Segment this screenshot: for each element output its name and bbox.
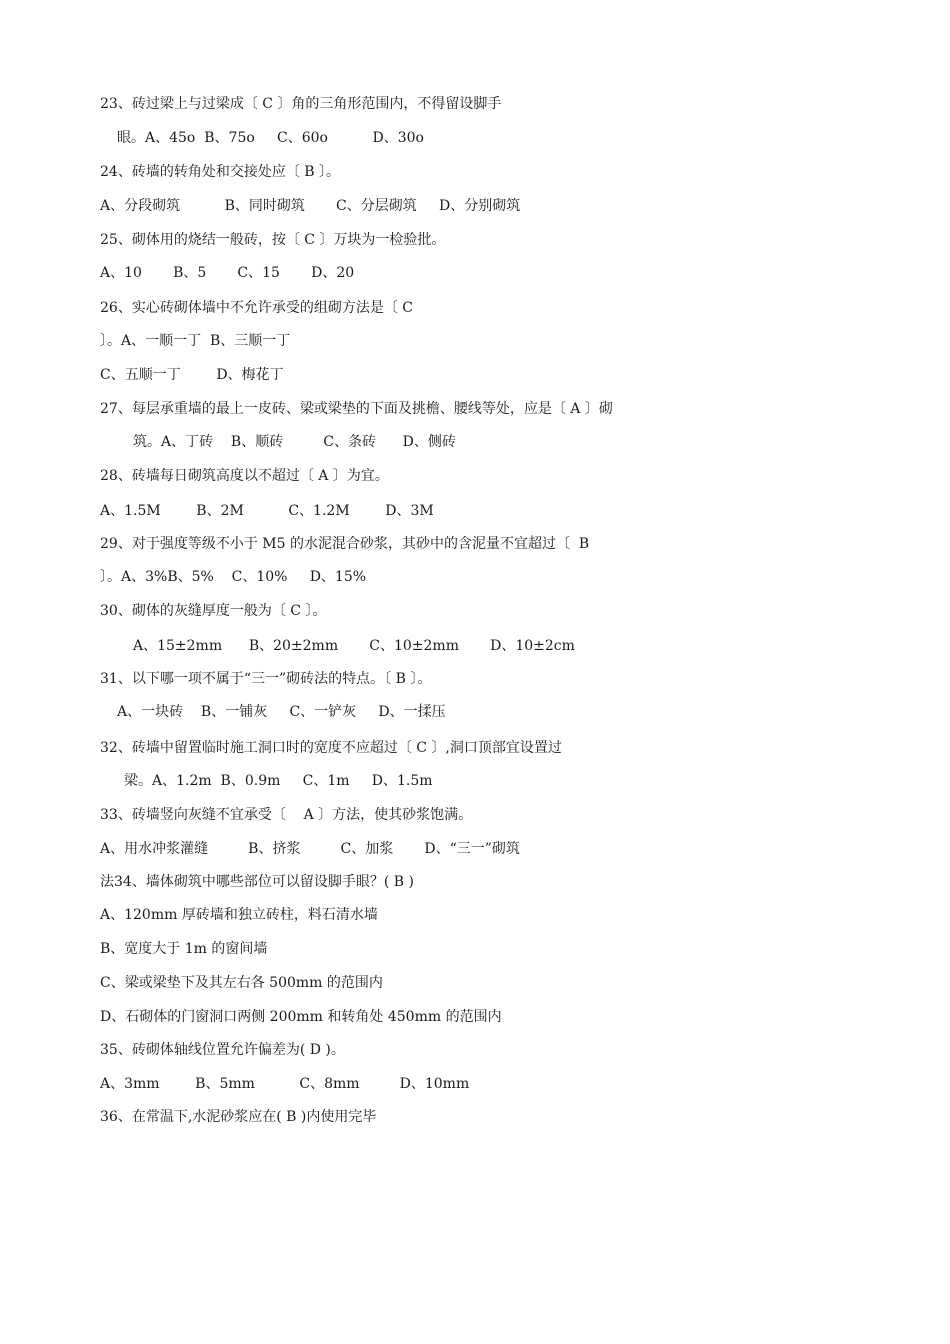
question-30: 30、砌体的灰缝厚度一般为〔 C 〕。: [100, 603, 327, 619]
question-31-options: A、一块砖 B、一铺灰 C、一铲灰 D、一揉压: [117, 704, 446, 720]
question-23-line-1: 23、砖过梁上与过梁成〔 C 〕角的三角形范围内，不得留设脚手: [100, 96, 502, 112]
question-26-line-1: 26、实心砖砌体墙中不允许承受的组砌方法是〔 C: [100, 300, 413, 316]
question-28-options: A、1.5M B、2M C、1.2M D、3M: [100, 503, 434, 519]
question-26-options-2: C、五顺一丁 D、梅花丁: [100, 367, 284, 383]
question-23-options: 眼。A、45o B、75o C、60o D、30o: [117, 130, 424, 146]
question-29-line-1: 29、对于强度等级不小于 M5 的水泥混合砂浆，其砂中的含泥量不宜超过〔 B: [100, 536, 590, 552]
question-34-option-d: D、石砌体的门窗洞口两侧 200mm 和转角处 450mm 的范围内: [100, 1009, 502, 1025]
question-34: 法34、墙体砌筑中哪些部位可以留设脚手眼？( B ): [100, 874, 414, 890]
question-27-line-1: 27、每层承重墙的最上一皮砖、梁或梁垫的下面及挑檐、腰线等处，应是〔 A 〕砌: [100, 401, 613, 417]
question-31: 31、以下哪一项不属于“三一”砌砖法的特点。〔 B 〕。: [100, 671, 432, 687]
question-36: 36、在常温下,水泥砂浆应在( B )内使用完毕: [100, 1109, 377, 1125]
question-25-options: A、10 B、5 C、15 D、20: [100, 265, 355, 281]
question-33: 33、砖墙竖向灰缝不宜承受〔 A 〕方法，使其砂浆饱满。: [100, 807, 473, 823]
question-27-options: 筑。A、丁砖 B、顺砖 C、条砖 D、侧砖: [133, 434, 456, 450]
question-34-option-c: C、梁或梁垫下及其左右各 500mm 的范围内: [100, 975, 383, 991]
question-32-options: 梁。A、1.2m B、0.9m C、1m D、1.5m: [124, 773, 433, 789]
question-34-option-b: B、宽度大于 1m 的窗间墙: [100, 941, 268, 957]
question-24-options: A、分段砌筑 B、同时砌筑 C、分层砌筑 D、分别砌筑: [100, 198, 521, 214]
question-35-options: A、3mm B、5mm C、8mm D、10mm: [100, 1076, 470, 1092]
question-35: 35、砖砌体轴线位置允许偏差为( D )。: [100, 1042, 345, 1058]
question-33-options: A、用水冲浆灌缝 B、挤浆 C、加浆 D、“三一”砌筑: [100, 841, 520, 857]
question-25: 25、砌体用的烧结一般砖，按〔 C 〕万块为一检验批。: [100, 232, 446, 248]
question-26-options-1: 〕。A、一顺一丁 B、三顺一丁: [100, 333, 291, 349]
question-34-option-a: A、120mm 厚砖墙和独立砖柱，料石清水墙: [100, 907, 378, 923]
question-24: 24、砖墙的转角处和交接处应〔 B 〕。: [100, 164, 341, 180]
question-28: 28、砖墙每日砌筑高度以不超过〔 A 〕为宜。: [100, 468, 389, 484]
question-32-line-1: 32、砖墙中留置临时施工洞口时的宽度不应超过〔 C 〕,洞口顶部宜设置过: [100, 740, 562, 756]
question-29-options: 〕。A、3%B、5% C、10% D、15%: [100, 569, 367, 585]
question-30-options: A、15±2mm B、20±2mm C、10±2mm D、10±2cm: [133, 638, 575, 654]
